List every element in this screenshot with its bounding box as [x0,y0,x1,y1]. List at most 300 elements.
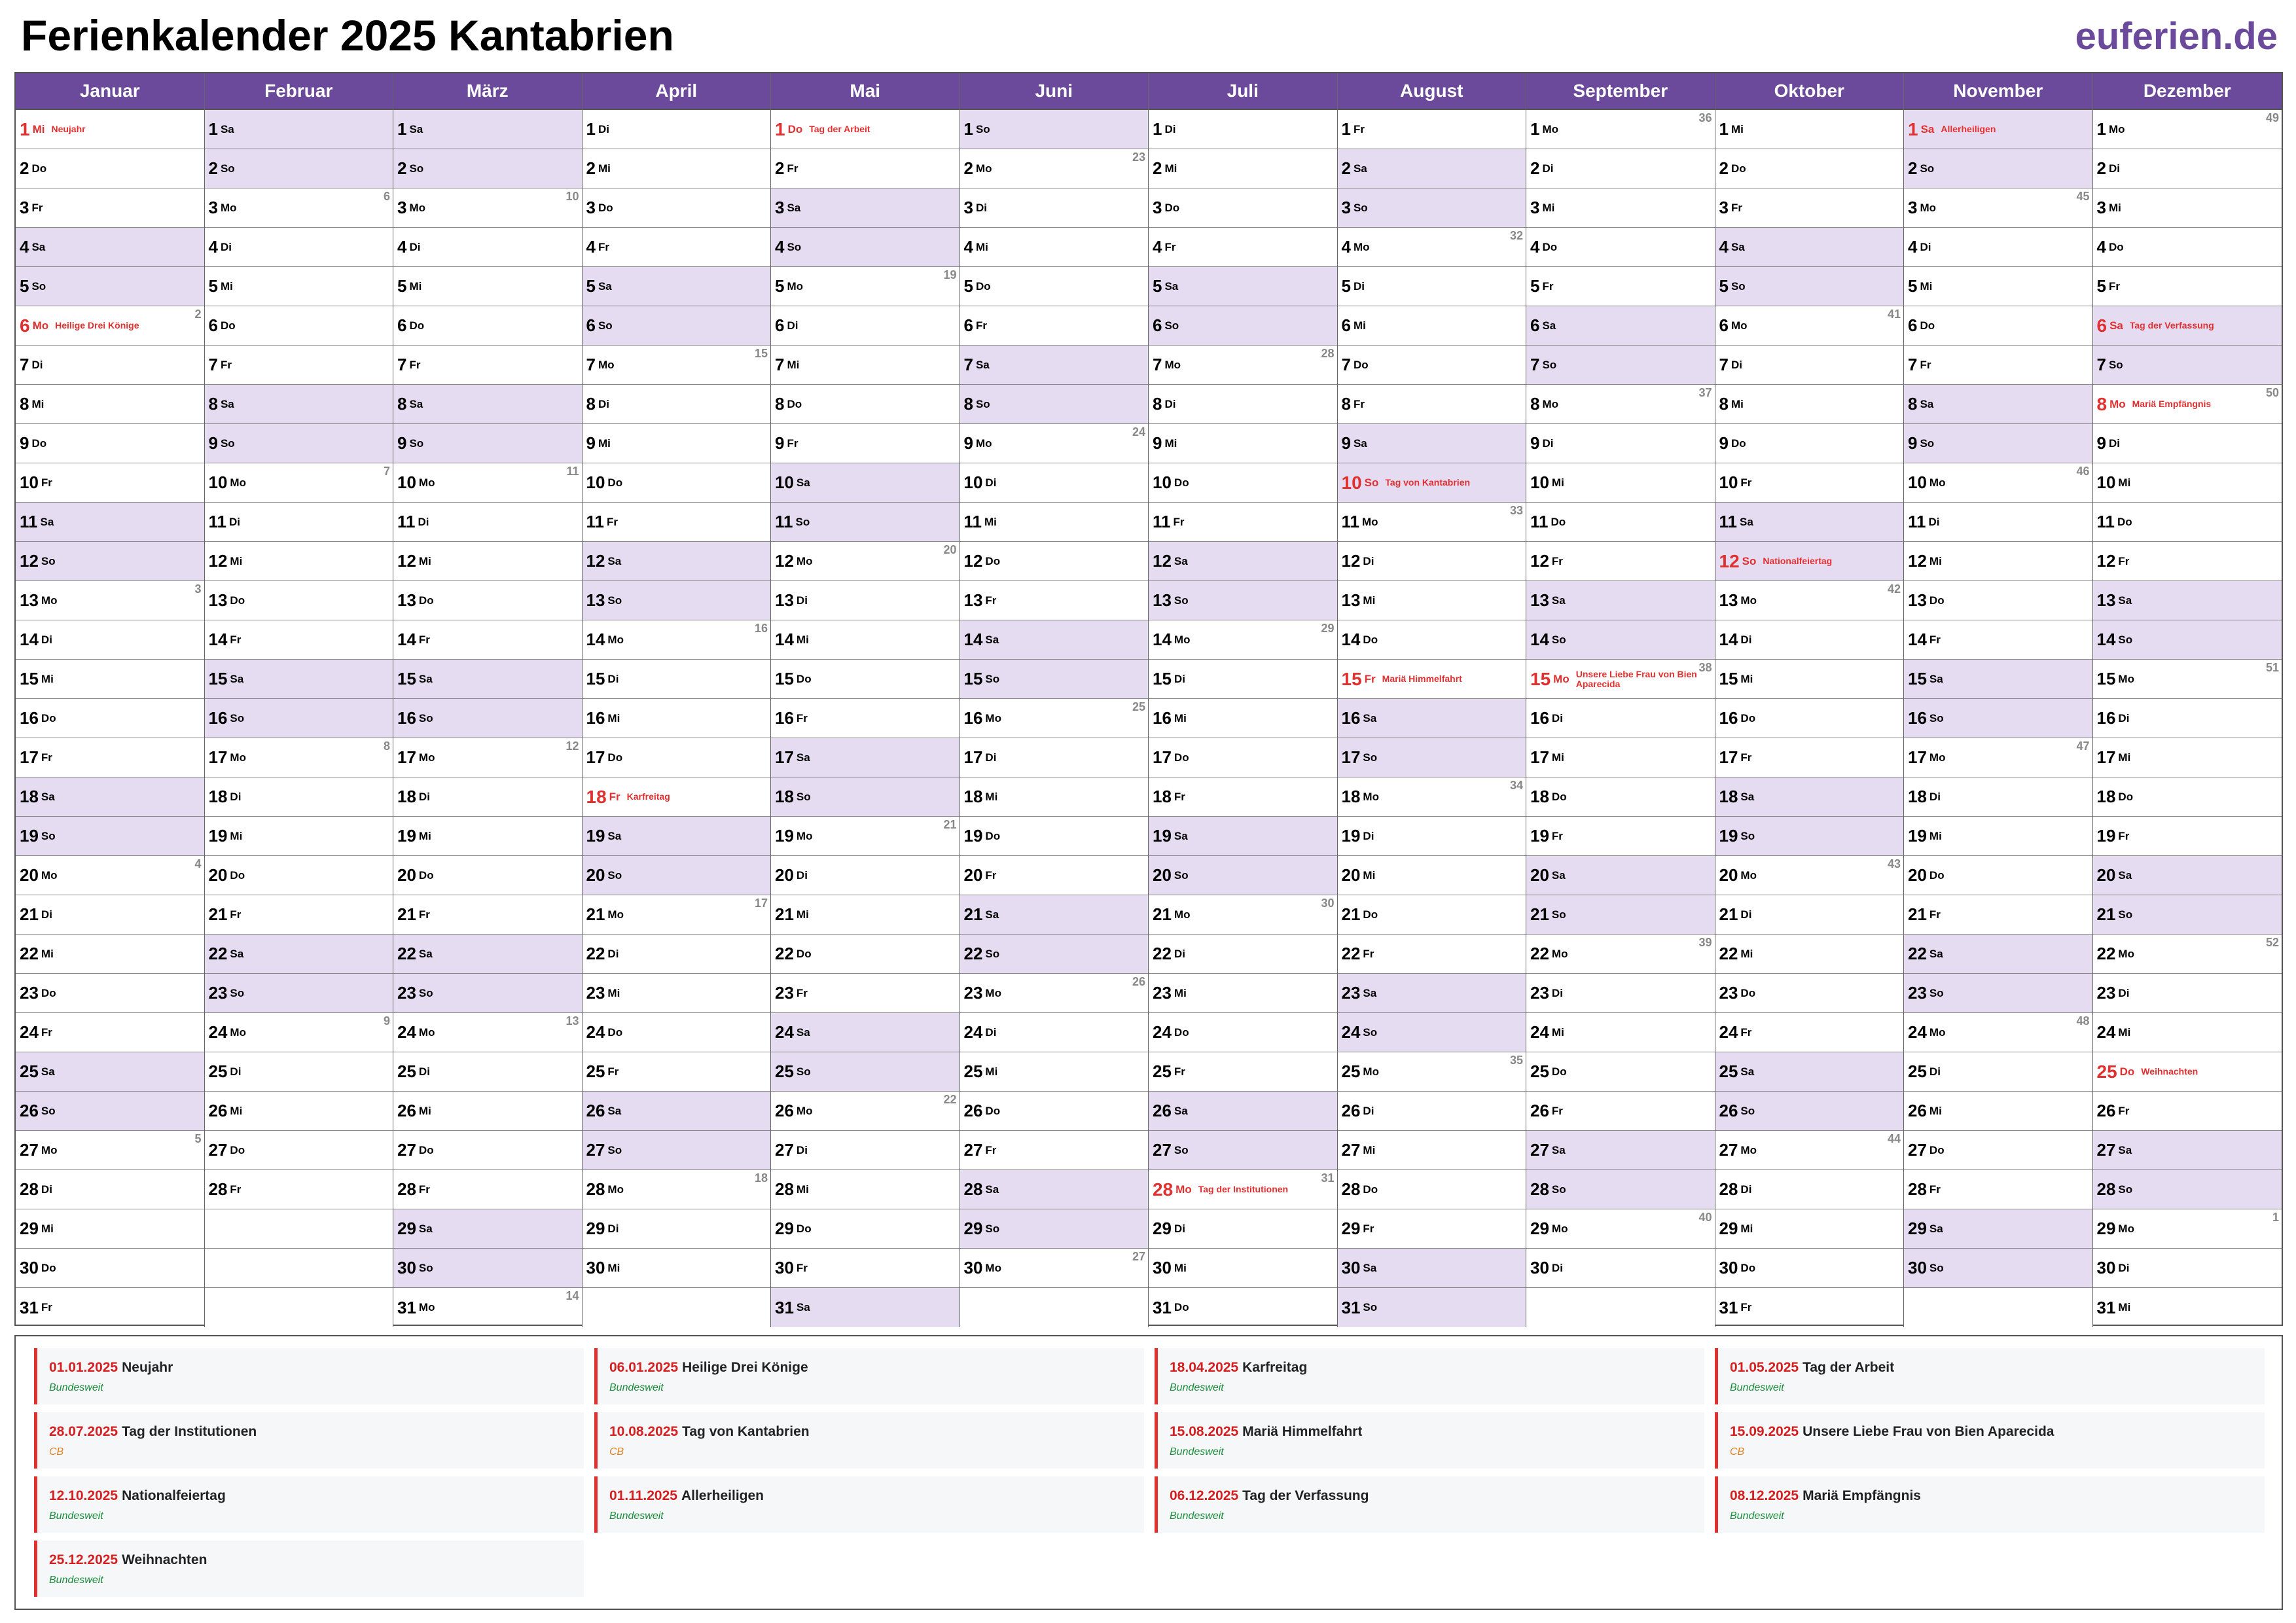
weekday-label: Mi [41,672,54,685]
weekday-label: So [1363,1301,1378,1313]
weekday-label: Mi [409,279,422,293]
day-number: 17 [1341,747,1361,767]
day-number: 27 [1719,1140,1738,1160]
day-number: 24 [1719,1022,1738,1042]
weekday-label: Fr [230,633,242,646]
weekday-label: Sa [40,515,54,528]
weekday-label: Do [2118,790,2134,803]
day-cell [960,503,1149,542]
weekday-label: Mi [796,633,809,646]
day-cell [16,542,204,581]
day-cell [583,895,771,935]
day-number: 6 [208,315,218,335]
weekday-label: Fr [1551,554,1563,567]
weekday-label: Mo [1929,476,1946,489]
weekday-label: Fr [609,790,620,803]
day-number: 29 [20,1219,39,1238]
week-number: 27 [1132,1250,1145,1263]
day-cell [771,581,960,620]
day-cell [16,1209,204,1249]
day-cell [205,385,393,424]
weekday-label: Mi [418,829,431,842]
day-cell [2093,188,2282,228]
weekday-label: Mo [230,1026,246,1039]
weekday-label: Mo [1363,790,1379,803]
holiday-scope: Bundesweit [1170,1446,1224,1457]
day-cell [1149,463,1337,503]
day-number: 1 [1719,119,1729,139]
day-cell [205,777,393,817]
weekday-label: Do [1551,1065,1567,1078]
brand-logo[interactable]: euferien.de [2075,15,2278,58]
day-cell [2093,385,2282,424]
day-cell [205,306,393,346]
weekday-label: Di [1731,358,1742,371]
day-number: 15 [2096,669,2116,688]
weekday-label: Fr [2118,1104,2130,1117]
day-number: 28 [1908,1179,1927,1199]
holiday-legend-line [1730,1488,2265,1504]
day-cell [205,699,393,738]
day-number: 31 [1153,1297,1172,1317]
day-number: 11 [397,512,416,531]
day-number: 11 [1153,512,1171,531]
holiday-label: Tag der Institutionen [1198,1184,1289,1194]
weekday-label: Fr [1363,947,1374,960]
day-cell [1526,424,1715,463]
day-number: 23 [1530,983,1549,1003]
day-cell [1526,267,1715,306]
weekday-label: Sa [418,1222,433,1235]
day-cell [1526,503,1715,542]
weekday-label: Di [796,1143,808,1156]
day-cell [1526,1052,1715,1092]
week-number: 34 [1509,779,1523,792]
day-number: 18 [1530,787,1549,806]
weekday-label: So [41,829,56,842]
day-number: 21 [1341,904,1361,924]
day-number: 7 [1908,355,1918,374]
day-cell [1526,1249,1715,1288]
day-cell [2093,1209,2282,1249]
weekday-label: Mi [41,947,54,960]
day-number: 30 [1719,1258,1738,1277]
day-cell [2093,346,2282,385]
day-cell [960,542,1149,581]
day-number: 13 [2096,590,2116,610]
day-number: 16 [2096,708,2116,728]
weekday-label: Fr [975,319,987,332]
day-number: 20 [2096,865,2116,885]
day-cell [205,660,393,699]
day-number: 25 [1719,1061,1738,1081]
weekday-label: Mo [796,1104,813,1117]
day-cell [1526,1013,1715,1052]
week-number: 1 [2272,1211,2279,1224]
day-cell [960,149,1149,188]
holiday-label: Mariä Empfängnis [2132,399,2212,409]
day-number: 13 [1153,590,1172,610]
weekday-label: Fr [607,515,618,528]
weekday-label: Di [418,1065,430,1078]
holiday-date: 28.07.2025 [49,1424,118,1439]
day-number: 30 [586,1258,605,1277]
day-number: 29 [2096,1219,2116,1238]
day-cell [1715,228,1904,267]
weekday-label: Do [787,122,803,135]
weekday-label: Sa [607,829,622,842]
weekday-label: Di [975,201,987,214]
holiday-name: Heilige Drei Könige [682,1360,808,1375]
holiday-legend-line [1730,1360,2265,1376]
weekday-label: Fr [1353,122,1365,135]
day-cell [1149,1052,1337,1092]
weekday-label: So [1929,711,1944,724]
day-number: 4 [1530,237,1540,257]
day-cell [771,1209,960,1249]
day-number: 28 [1719,1179,1738,1199]
weekday-label: Sa [1363,1261,1377,1274]
holiday-scope: Bundesweit [609,1510,664,1522]
day-cell [960,895,1149,935]
weekday-label: Fr [1173,515,1185,528]
day-number: 13 [775,590,794,610]
day-number: 9 [208,433,218,453]
day-cell [16,620,204,660]
day-number: 10 [208,473,228,492]
day-cell [1526,660,1715,699]
day-number: 15 [397,669,416,688]
weekday-label: Sa [1551,868,1566,882]
day-cell [1715,620,1904,660]
day-number: 9 [1530,433,1540,453]
weekday-label: Sa [1164,279,1179,293]
weekday-label: Do [975,279,991,293]
day-cell [1904,935,2092,974]
day-number: 8 [586,394,596,414]
day-cell [583,1249,771,1288]
day-cell [393,1092,582,1131]
day-number: 25 [963,1061,983,1081]
day-cell [1715,346,1904,385]
day-cell [1526,385,1715,424]
weekday-label: Mo [1353,240,1370,253]
day-cell [1715,895,1904,935]
month-header: Februar [205,73,393,110]
weekday-label: Fr [418,908,430,921]
day-cell [1338,228,1526,267]
weekday-label: Do [1740,711,1756,724]
weekday-label: So [418,711,433,724]
day-number: 11 [1908,512,1926,531]
day-number: 14 [208,630,228,649]
day-cell [1149,1249,1337,1288]
holiday-legend-item [34,1476,584,1533]
day-cell [1715,463,1904,503]
day-cell [16,1131,204,1170]
day-cell [1904,424,2092,463]
day-number: 11 [775,512,793,531]
day-cell [771,1131,960,1170]
week-number: 3 [194,582,202,596]
day-number: 18 [586,786,607,807]
weekday-label: Mi [1363,868,1376,882]
day-cell [583,188,771,228]
holiday-scope: Bundesweit [49,1575,103,1586]
day-number: 14 [1908,630,1927,649]
day-number: 9 [397,433,407,453]
holiday-name: Weihnachten [122,1552,207,1567]
day-cell [1715,660,1904,699]
weekday-label: Mo [32,319,49,332]
day-cell [583,306,771,346]
day-cell [205,267,393,306]
weekday-label: Mo [975,437,992,450]
page-title: Ferienkalender 2025 Kantabrien [21,11,674,60]
day-number: 21 [397,904,416,924]
weekday-label: Fr [418,1183,430,1196]
day-number: 15 [208,669,228,688]
holiday-date: 01.11.2025 [609,1488,677,1503]
weekday-label: So [2118,1183,2133,1196]
day-cell [1149,777,1337,817]
weekday-label: Do [2119,1065,2135,1078]
day-number: 17 [775,747,794,767]
day-number: 8 [1530,394,1540,414]
holiday-scope: CB [49,1446,64,1457]
day-cell [583,463,771,503]
weekday-label: So [2118,908,2133,921]
day-number: 16 [208,708,228,728]
weekday-label: Do [598,201,613,214]
holiday-date: 06.01.2025 [609,1360,679,1375]
weekday-label: Mo [985,1261,1001,1274]
day-number: 21 [586,904,605,924]
weekday-label: Sa [1929,1222,1943,1235]
weekday-label: Sa [230,672,244,685]
day-number: 1 [1153,119,1162,139]
holiday-date: 08.12.2025 [1730,1488,1799,1503]
holiday-name: Karfreitag [1242,1360,1308,1375]
day-number: 14 [963,630,983,649]
day-number: 8 [1341,394,1351,414]
day-number: 22 [963,944,983,963]
day-number: 1 [1530,119,1540,139]
week-number: 4 [194,857,202,870]
day-number: 5 [20,276,29,296]
day-number: 2 [1341,158,1351,178]
month-header: Juli [1149,73,1337,110]
holiday-label: Nationalfeiertag [1763,556,1833,566]
day-cell [583,856,771,895]
day-cell [16,935,204,974]
day-cell [1338,346,1526,385]
day-cell [1149,503,1337,542]
day-cell [1715,817,1904,856]
day-cell [1338,1052,1526,1092]
day-cell [1715,1249,1904,1288]
holiday-legend [14,1335,2283,1610]
day-cell [771,935,960,974]
day-number: 24 [963,1022,983,1042]
day-number: 19 [963,826,983,846]
holiday-name: Tag von Kantabrien [682,1424,810,1439]
day-number: 3 [1908,198,1918,217]
weekday-label: Mi [2118,1301,2131,1313]
day-number: 23 [20,983,39,1003]
day-cell [960,1209,1149,1249]
weekday-label: Sa [985,908,999,921]
day-cell [960,188,1149,228]
day-number: 8 [963,394,973,414]
day-cell [960,817,1149,856]
weekday-label: Di [1740,633,1752,646]
day-number: 28 [586,1179,605,1199]
weekday-label: So [787,240,802,253]
day-number: 14 [586,630,605,649]
week-number: 9 [383,1014,390,1027]
day-cell [771,463,960,503]
day-number: 4 [2096,237,2106,257]
day-cell [393,188,582,228]
weekday-label: Mo [607,908,624,921]
day-number: 15 [775,669,794,688]
day-cell [960,1131,1149,1170]
day-cell [393,463,582,503]
holiday-label: Neujahr [51,124,86,134]
week-number: 38 [1698,661,1712,674]
weekday-label: So [41,1104,56,1117]
day-number: 15 [1530,668,1551,689]
day-number: 8 [1719,394,1729,414]
holiday-name: Neujahr [122,1360,173,1375]
holiday-label: Heilige Drei Könige [55,320,139,330]
day-number: 22 [20,944,39,963]
day-cell [393,1131,582,1170]
day-cell [2093,660,2282,699]
day-number: 8 [20,394,29,414]
weekday-label: Fr [787,437,798,450]
day-number: 6 [1719,315,1729,335]
day-cell [1904,1092,2092,1131]
holiday-name: Nationalfeiertag [122,1488,226,1503]
weekday-label: Do [796,947,812,960]
day-cell [1149,110,1337,149]
day-number: 23 [397,983,416,1003]
day-cell [1338,1170,1526,1209]
weekday-label: Di [1353,279,1365,293]
day-cell [1149,620,1337,660]
weekday-label: Do [1363,633,1378,646]
day-number: 29 [1719,1219,1738,1238]
weekday-label: Do [41,711,56,724]
week-number: 10 [565,190,579,203]
week-number: 16 [754,622,768,635]
week-number: 50 [2265,386,2279,399]
day-cell [1904,228,2092,267]
day-number: 2 [1153,158,1162,178]
day-cell [1904,620,2092,660]
day-number: 4 [1908,237,1918,257]
holiday-legend-item [1155,1476,1704,1533]
day-cell [1338,699,1526,738]
day-number: 22 [2096,944,2116,963]
day-cell [16,777,204,817]
day-cell [1338,581,1526,620]
day-number: 15 [1153,669,1172,688]
day-number: 12 [775,551,794,571]
weekday-label: Mi [1551,476,1564,489]
weekday-label: Mi [1920,279,1933,293]
day-number: 14 [1341,630,1361,649]
day-cell [771,385,960,424]
day-cell [1338,1249,1526,1288]
weekday-label: Mi [607,1261,620,1274]
day-number: 5 [586,276,596,296]
weekday-label: Sa [1353,437,1367,450]
day-cell [1904,385,2092,424]
week-number: 25 [1132,700,1145,713]
day-cell [771,660,960,699]
weekday-label: Fr [1542,279,1554,293]
day-cell [2093,738,2282,777]
day-number: 29 [1530,1219,1549,1238]
day-number: 1 [208,119,218,139]
day-number: 1 [1341,119,1351,139]
day-cell [771,228,960,267]
day-number: 16 [20,708,39,728]
day-number: 22 [1153,944,1172,963]
weekday-label: Sa [220,397,234,410]
day-cell [205,935,393,974]
weekday-label: Do [1551,790,1567,803]
weekday-label: Di [418,515,429,528]
day-number: 5 [208,276,218,296]
weekday-label: So [418,1261,433,1274]
weekday-label: Di [418,790,430,803]
day-cell [1715,267,1904,306]
day-number: 19 [1530,826,1549,846]
day-number: 3 [775,198,785,217]
weekday-label: Mo [2109,397,2126,410]
day-cell [1715,1131,1904,1170]
day-number: 18 [1341,787,1361,806]
holiday-name: Tag der Verfassung [1242,1488,1369,1503]
day-cell [2093,110,2282,149]
day-number: 19 [775,826,794,846]
day-number: 9 [963,433,973,453]
week-number: 5 [194,1132,202,1145]
day-number: 8 [775,394,785,414]
day-number: 17 [20,747,39,767]
day-number: 7 [586,355,596,374]
day-cell [16,699,204,738]
day-cell [583,1013,771,1052]
day-number: 30 [397,1258,416,1277]
day-cell [960,1052,1149,1092]
day-cell [393,1052,582,1092]
weekday-label: Mi [1929,1104,1942,1117]
day-number: 12 [2096,551,2116,571]
day-number: 28 [397,1179,416,1199]
day-cell [583,660,771,699]
month-header: April [583,73,771,110]
weekday-label: Di [1920,240,1931,253]
weekday-label: Mi [1164,162,1177,175]
day-cell [2093,1131,2282,1170]
day-number: 23 [1341,983,1361,1003]
weekday-label: Mi [230,554,243,567]
